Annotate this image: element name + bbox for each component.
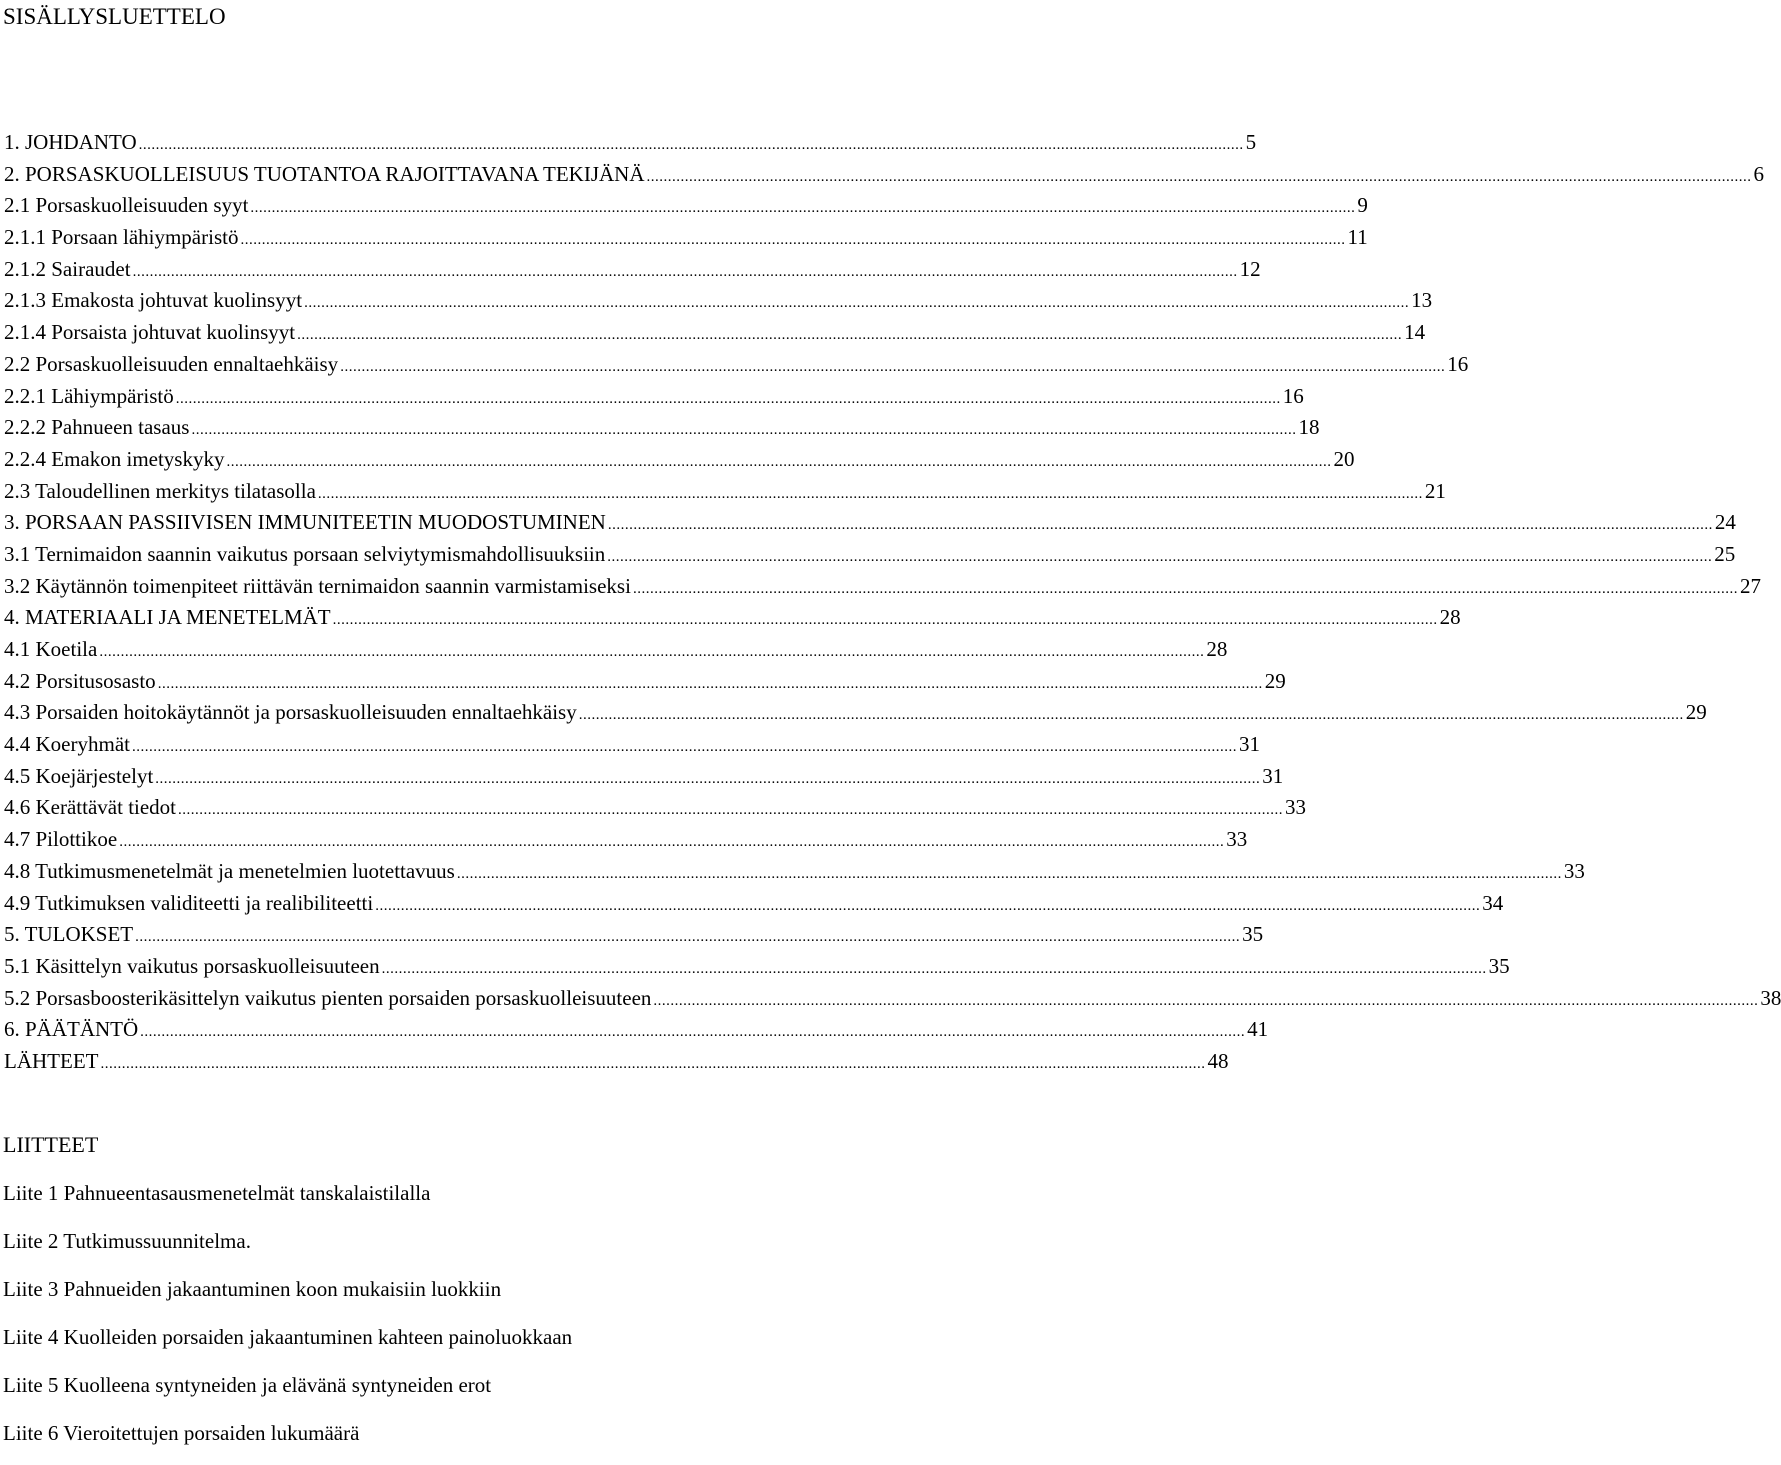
toc-entry[interactable] [4,983,1781,1015]
appendix-item: Liite 2 Tutkimussuunnitelma. [3,1229,251,1253]
toc-entry-page-number: 48 [1207,1048,1229,1073]
toc-entry[interactable] [4,285,1433,317]
toc-entry-label: 4.9 Tutkimuksen validiteetti ja realibiliteetti [4,890,374,915]
appendices-title: LIITTEET [3,1132,99,1157]
toc-entry-page-number: 20 [1333,446,1355,471]
toc-dot-leader [189,415,1298,447]
toc-entry[interactable] [4,127,1257,159]
toc-entry-label: 5.1 Käsittelyn vaikutus porsaskuolleisuuteen [4,953,380,978]
toc-dot-leader [316,479,1425,511]
toc-entry-page-number: 28 [1439,605,1461,630]
toc-entry-label: 4.2 Porsitusosasto [4,668,156,693]
toc-entry-page-number: 29 [1264,668,1286,693]
appendices-list [3,1177,572,1465]
toc-entry-page-number: 29 [1685,700,1707,725]
toc-entry-page-number: 16 [1282,383,1304,408]
toc-dot-leader [605,542,1714,574]
toc-entry-page-number: 31 [1262,763,1284,788]
toc-dot-leader [131,257,1240,289]
toc-entry-label: 5.2 Porsasboosterikäsittelyn vaikutus pienten porsaiden porsaskuolleisuuteen [4,985,652,1010]
toc-entry-label: 3.1 Ternimaidon saannin vaikutus porsaan selviytymismahdollisuuksiin [4,541,606,566]
toc-entry-label: 4.3 Porsaiden hoitokäytännöt ja porsaskuolleisuuden ennaltaehkäisy [4,700,577,725]
toc-entry-page-number: 33 [1285,795,1307,820]
toc-entry[interactable] [4,666,1286,698]
toc-dot-leader [651,986,1760,1018]
toc-dot-leader [238,225,1347,257]
toc-dot-leader [248,193,1357,225]
toc-entry-label: 4.7 Pilottikoe [4,827,118,852]
appendix-item: Liite 3 Pahnueiden jakaantuminen koon mukaisiin luokkiin [3,1277,502,1301]
toc-entry-page-number: 11 [1347,225,1368,250]
toc-entry[interactable] [4,792,1307,824]
toc-entry[interactable] [4,571,1761,603]
toc-entry[interactable] [4,856,1585,888]
toc-entry-label: 2.1.1 Porsaan lähiympäristö [4,225,239,250]
toc-entry-page-number: 28 [1206,637,1228,661]
page-title: SISÄLLYSLUETTELO [3,4,226,29]
toc-entry[interactable] [4,919,1264,951]
toc-entry[interactable] [4,159,1764,191]
toc-entry-label: 4.5 Koejärjestelyt [4,763,154,788]
toc-entry-label: 3.2 Käytännön toimenpiteet riittävän ternimaidon saannin varmistamiseksi [4,573,631,598]
toc-entry-label: 2.2 Porsaskuolleisuuden ennaltaehkäisy [4,351,339,376]
toc-entry-page-number: 31 [1238,732,1260,757]
toc-entry-label: 2.2.1 Lähiympäristö [4,383,174,408]
toc-dot-leader [631,574,1740,606]
toc-entry-page-number: 21 [1424,478,1446,503]
toc-entry[interactable] [4,697,1707,729]
toc-entry[interactable] [4,761,1284,793]
toc-entry[interactable] [4,888,1504,920]
toc-entry[interactable] [4,951,1510,983]
toc-entry[interactable] [4,1046,1229,1078]
toc-entry-page-number: 27 [1739,573,1761,598]
toc-entry-page-number: 16 [1447,351,1469,376]
toc-entry-page-number: 33 [1563,858,1585,883]
toc-entry[interactable] [4,507,1736,539]
toc-entry[interactable] [4,317,1426,349]
toc-entry[interactable] [4,602,1461,634]
toc-dot-leader [338,352,1447,384]
toc-entry-label: 2.1.2 Sairaudet [4,256,131,281]
toc-dot-leader [224,447,1333,479]
toc-dot-leader [295,320,1404,352]
toc-entry[interactable] [4,634,1228,666]
toc-entry-page-number: 6 [1753,161,1764,186]
toc-entry-page-number: 41 [1247,1017,1269,1042]
toc-entry-label: 5. TULOKSET [4,922,134,947]
toc-dot-leader [645,162,1754,194]
toc-entry-label: 2.1.4 Porsaista johtuvat kuolinsyyt [4,320,296,345]
toc-entry-page-number: 38 [1760,985,1781,1010]
toc-entry-label: 2.1 Porsaskuolleisuuden syyt [4,193,249,218]
toc-entry-label: 4. MATERIAALI JA MENETELMÄT [4,605,331,630]
toc-dot-leader [606,510,1715,542]
toc-entry-label: 2.1.3 Emakosta johtuvat kuolinsyyt [4,288,303,313]
toc-entry[interactable] [4,539,1736,571]
appendix-item: Liite 4 Kuolleiden porsaiden jakaantuminen kahteen painoluokkaan [3,1325,573,1349]
toc-entry-label: 2.3 Taloudellinen merkitys tilatasolla [4,478,316,503]
toc-entry-label: 4.1 Koetila [4,637,98,661]
table-of-contents [4,127,1781,1078]
toc-entry-label: 2.2.2 Pahnueen tasaus [4,415,190,440]
toc-entry-page-number: 9 [1357,193,1368,218]
toc-entry-page-number: 35 [1488,953,1510,978]
toc-entry-page-number: 5 [1245,130,1257,154]
toc-dot-leader [138,1017,1247,1049]
toc-entry-label: 3. PORSAAN PASSIIVISEN IMMUNITEETIN MUODOSTUMINEN [4,510,606,535]
toc-entry[interactable] [4,824,1248,856]
toc-dot-leader [455,859,1564,891]
toc-dot-leader [97,637,1206,669]
toc-dot-leader [380,954,1489,986]
toc-dot-leader [156,669,1265,701]
toc-entry-page-number: 14 [1404,320,1426,345]
toc-entry-label: 4.4 Koeryhmät [4,732,130,757]
toc-dot-leader [176,795,1285,827]
toc-dot-leader [133,922,1242,954]
toc-dot-leader [117,827,1226,859]
toc-dot-leader [174,384,1283,416]
toc-entry[interactable] [4,349,1469,381]
toc-dot-leader [373,891,1482,923]
toc-entry-label: LÄHTEET [4,1048,99,1073]
toc-entry[interactable] [4,190,1368,222]
toc-dot-leader [153,764,1262,796]
toc-dot-leader [130,732,1239,764]
toc-dot-leader [302,288,1411,320]
toc-entry-page-number: 35 [1242,922,1264,947]
toc-entry[interactable] [4,412,1320,444]
toc-dot-leader [98,1049,1207,1081]
toc-entry-page-number: 33 [1226,827,1248,852]
toc-entry-page-number: 24 [1714,510,1736,535]
toc-entry[interactable] [4,444,1355,476]
toc-entry-page-number: 18 [1298,415,1320,440]
toc-entry-label: 4.8 Tutkimusmenetelmät ja menetelmien luotettavuus [4,858,455,883]
toc-entry-page-number: 34 [1482,890,1504,915]
toc-dot-leader [331,605,1440,637]
appendix-item: Liite 1 Pahnueentasausmenetelmät tanskalaistilalla [3,1181,431,1205]
toc-entry-page-number: 25 [1714,541,1736,566]
toc-entry-label: 1. JOHDANTO [4,130,137,154]
toc-entry-label: 2.2.4 Emakon imetyskyky [4,446,225,471]
toc-entry[interactable] [4,222,1368,254]
toc-entry-page-number: 13 [1411,288,1433,313]
toc-entry[interactable] [4,729,1260,761]
toc-entry[interactable] [4,254,1261,286]
toc-entry-page-number: 12 [1239,256,1261,281]
toc-entry[interactable] [4,381,1304,413]
appendix-item: Liite 5 Kuolleena syntyneiden ja elävänä syntyneiden erot [3,1373,492,1397]
toc-entry-label: 6. PÄÄTÄNTÖ [4,1017,139,1042]
toc-dot-leader [137,130,1246,162]
toc-entry[interactable] [4,1014,1269,1046]
toc-entry[interactable] [4,476,1446,508]
toc-entry-label: 4.6 Kerättävät tiedot [4,795,177,820]
appendix-item: Liite 6 Vieroitettujen porsaiden lukumäärä [3,1421,360,1445]
toc-dot-leader [577,700,1686,732]
toc-entry-label: 2. PORSASKUOLLEISUUS TUOTANTOA RAJOITTAVANA TEKIJÄNÄ [4,161,645,186]
